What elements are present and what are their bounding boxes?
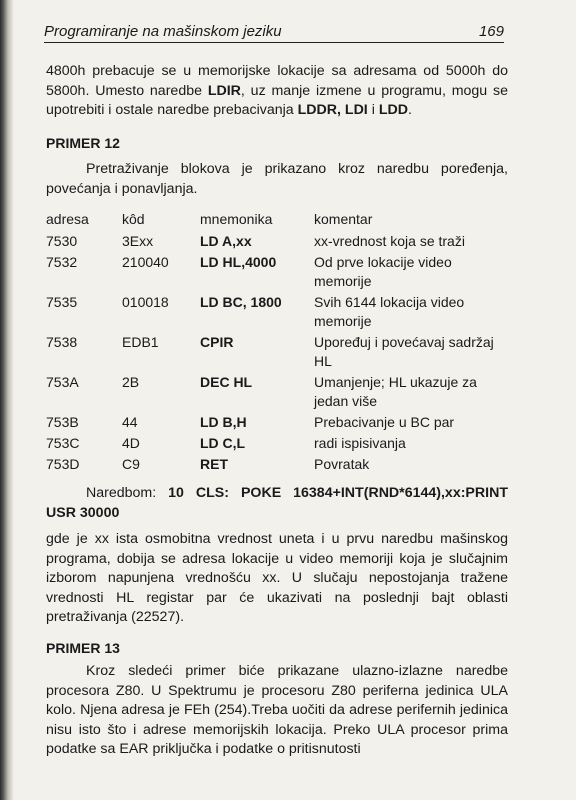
table-row	[46, 434, 516, 455]
page-header	[44, 22, 504, 43]
cell-mnemonika: LD A,xx	[200, 233, 252, 249]
cell-kod: C9	[122, 456, 140, 472]
cell-komentar: Povratak	[314, 456, 370, 472]
cell-komentar: radi ispisivanja	[314, 435, 406, 451]
explanation-paragraph: gde je xx ista osmobitna vrednost uneta i u prvu naredbu mašinskog programa, dobija se adresa lokacije u video memoriji koja je slučajnim izborom napunjena vrednošću xx. U slučaju nepostojanja tražene vrednosti HL registar par će ukazivati na poslednji bajt oblasti pretraživanja (22527).	[46, 531, 508, 625]
table-row	[46, 413, 516, 434]
intro-paragraph	[46, 62, 508, 121]
cell-mnemonika: CPIR	[200, 334, 234, 350]
header-komentar: komentar	[314, 211, 373, 227]
intro-lddr-ldi: LDDR, LDI	[297, 102, 368, 118]
cell-komentar: Prebacivanje u BC par	[314, 414, 455, 430]
intro-text-4: .	[407, 102, 412, 118]
command-paragraph	[46, 484, 508, 523]
cell-komentar: Od prve lokacije video memorije	[314, 254, 452, 289]
cell-mnemonika: LD BC, 1800	[200, 294, 282, 310]
cell-komentar: Upoređuj i povećavaj sadržaj HL	[314, 334, 494, 369]
cell-mnemonika: LD HL,4000	[200, 254, 277, 270]
cell-adresa: 753C	[46, 435, 80, 451]
cell-mnemonika: LD C,L	[200, 435, 246, 451]
cell-adresa: 7532	[46, 254, 78, 270]
cell-mnemonika: LD B,H	[200, 414, 247, 430]
table-row	[46, 232, 516, 253]
intro-text-1: 4800h prebacuje se u memorijske lokacije sa adresama od 5000h do 5800h. Umesto naredbe	[46, 63, 508, 99]
cell-kod: 010018	[122, 294, 169, 310]
command-code: 10 CLS: POKE 16384+INT(RND*6144),xx:PRINT USR 30000	[46, 485, 508, 521]
cell-kod: 2B	[122, 374, 140, 390]
cell-kod: 44	[122, 414, 138, 430]
cell-adresa: 7538	[46, 334, 78, 350]
command-prefix: Naredbom:	[86, 485, 169, 501]
intro-text-3: i	[367, 102, 379, 118]
cell-adresa: 7535	[46, 294, 78, 310]
code-table	[46, 210, 516, 476]
cell-mnemonika: DEC HL	[200, 374, 253, 390]
cell-adresa: 753D	[46, 456, 80, 472]
cell-komentar: Umanjenje; HL ukazuje za jedan više	[314, 374, 477, 409]
table-row	[46, 373, 516, 413]
primer-13-heading: PRIMER 13	[46, 640, 120, 656]
table-header-row	[46, 210, 516, 232]
cell-kod: 4D	[122, 435, 140, 451]
table-row	[46, 333, 516, 373]
cell-adresa: 7530	[46, 233, 78, 249]
running-title: Programiranje na mašinskom jeziku	[44, 23, 282, 40]
cell-adresa: 753A	[46, 374, 79, 390]
intro-text-2: , uz manje izmene u programu, mogu se upotrebiti i ostale naredbe prebacivanja	[46, 82, 508, 118]
header-mnemonika: mnemonika	[200, 211, 273, 227]
table-row	[46, 293, 516, 333]
table-row	[46, 253, 516, 293]
cell-komentar: Svih 6144 lokacija video memorije	[314, 294, 465, 329]
cell-kod: 3Exx	[122, 233, 154, 249]
primer-13-text: Kroz sledeći primer biće prikazane ulazno-izlazne naredbe procesora Z80. U Spektrumu je procesoru Z80 periferna jedinica ULA kolo. Njena adresa je FEh (254).Treba uočiti da adrese perifernih jedinica nisu isto što i adrese memorijskih lokacija. Preko ULA procesor prima podatke sa EAR priključka i podatke o pritisnutosti	[46, 663, 508, 757]
header-adresa: adresa	[46, 211, 89, 227]
table-row	[46, 455, 516, 476]
primer-12-intro: Pretraživanje blokova je prikazano kroz naredbu poređenja, povećanja i ponavljanja.	[46, 161, 508, 197]
header-kod: kôd	[122, 211, 145, 227]
cell-adresa: 753B	[46, 414, 79, 430]
primer-12-heading: PRIMER 12	[46, 135, 120, 151]
intro-ldir: LDIR	[207, 82, 241, 99]
cell-kod: 210040	[122, 254, 169, 270]
intro-ldd: LDD	[378, 102, 408, 118]
page-binding-edge	[0, 0, 14, 800]
cell-komentar: xx-vrednost koja se traži	[314, 233, 465, 249]
cell-kod: EDB1	[122, 334, 159, 350]
page-number: 169	[478, 23, 504, 40]
cell-mnemonika: RET	[200, 456, 228, 472]
